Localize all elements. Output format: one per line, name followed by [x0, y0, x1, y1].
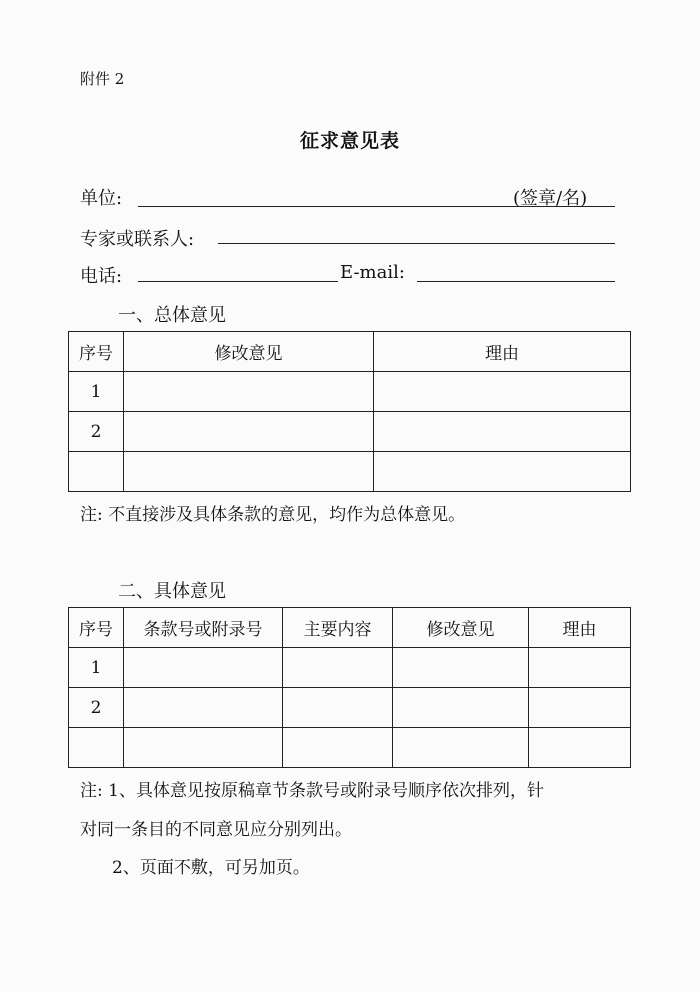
- table-cell[interactable]: [393, 648, 529, 688]
- page-title: 征求意见表: [299, 130, 400, 152]
- expert-line[interactable]: [218, 243, 615, 244]
- table-cell[interactable]: [374, 412, 631, 452]
- row-number: 2: [69, 412, 124, 452]
- col-header: 序号: [69, 332, 124, 372]
- email-line[interactable]: [417, 281, 615, 282]
- table-cell[interactable]: [529, 648, 631, 688]
- table-cell[interactable]: [124, 372, 374, 412]
- table-cell[interactable]: [124, 648, 283, 688]
- attachment-label: 附件 2: [80, 70, 125, 88]
- table-cell[interactable]: [283, 688, 393, 728]
- general-table: [68, 331, 631, 492]
- specific-note-2: 2、页面不敷，可另加页。: [112, 858, 310, 878]
- table-cell[interactable]: [374, 372, 631, 412]
- general-note: 注: 不直接涉及具体条款的意见，均作为总体意见。: [80, 505, 466, 525]
- specific-table: [68, 607, 631, 768]
- table-row: [69, 648, 631, 688]
- expert-label: 专家或联系人:: [80, 229, 195, 250]
- col-header: 修改意见: [393, 608, 529, 648]
- table-row: [69, 452, 631, 492]
- col-header: 序号: [69, 608, 124, 648]
- specific-heading: 二、具体意见: [118, 581, 226, 602]
- phone-label: 电话:: [80, 266, 123, 287]
- row-number: 1: [69, 372, 124, 412]
- table-row: [69, 372, 631, 412]
- phone-line[interactable]: [138, 281, 338, 282]
- row-number: [69, 728, 124, 768]
- unit-label: 单位:: [80, 188, 123, 209]
- col-header: 修改意见: [124, 332, 374, 372]
- col-header: 理由: [374, 332, 631, 372]
- table-cell[interactable]: [124, 688, 283, 728]
- row-number: 2: [69, 688, 124, 728]
- table-cell[interactable]: [393, 688, 529, 728]
- table-row: [69, 688, 631, 728]
- table-cell[interactable]: [124, 728, 283, 768]
- col-header: 条款号或附录号: [124, 608, 283, 648]
- row-number: [69, 452, 124, 492]
- table-cell[interactable]: [283, 648, 393, 688]
- sign-hint: (签章/名): [513, 188, 588, 209]
- col-header: 理由: [529, 608, 631, 648]
- general-heading: 一、总体意见: [118, 305, 226, 326]
- table-cell[interactable]: [283, 728, 393, 768]
- table-cell[interactable]: [124, 452, 374, 492]
- row-number: 1: [69, 648, 124, 688]
- specific-note-1b: 对同一条目的不同意见应分别列出。: [80, 820, 352, 840]
- table-row: [69, 728, 631, 768]
- table-cell[interactable]: [529, 728, 631, 768]
- table-cell[interactable]: [124, 412, 374, 452]
- specific-note-1a: 注: 1、具体意见按原稿章节条款号或附录号顺序依次排列，针: [80, 781, 544, 801]
- col-header: 主要内容: [283, 608, 393, 648]
- table-cell[interactable]: [393, 728, 529, 768]
- email-label: E-mail:: [340, 262, 405, 283]
- table-cell[interactable]: [374, 452, 631, 492]
- table-row: [69, 412, 631, 452]
- table-cell[interactable]: [529, 688, 631, 728]
